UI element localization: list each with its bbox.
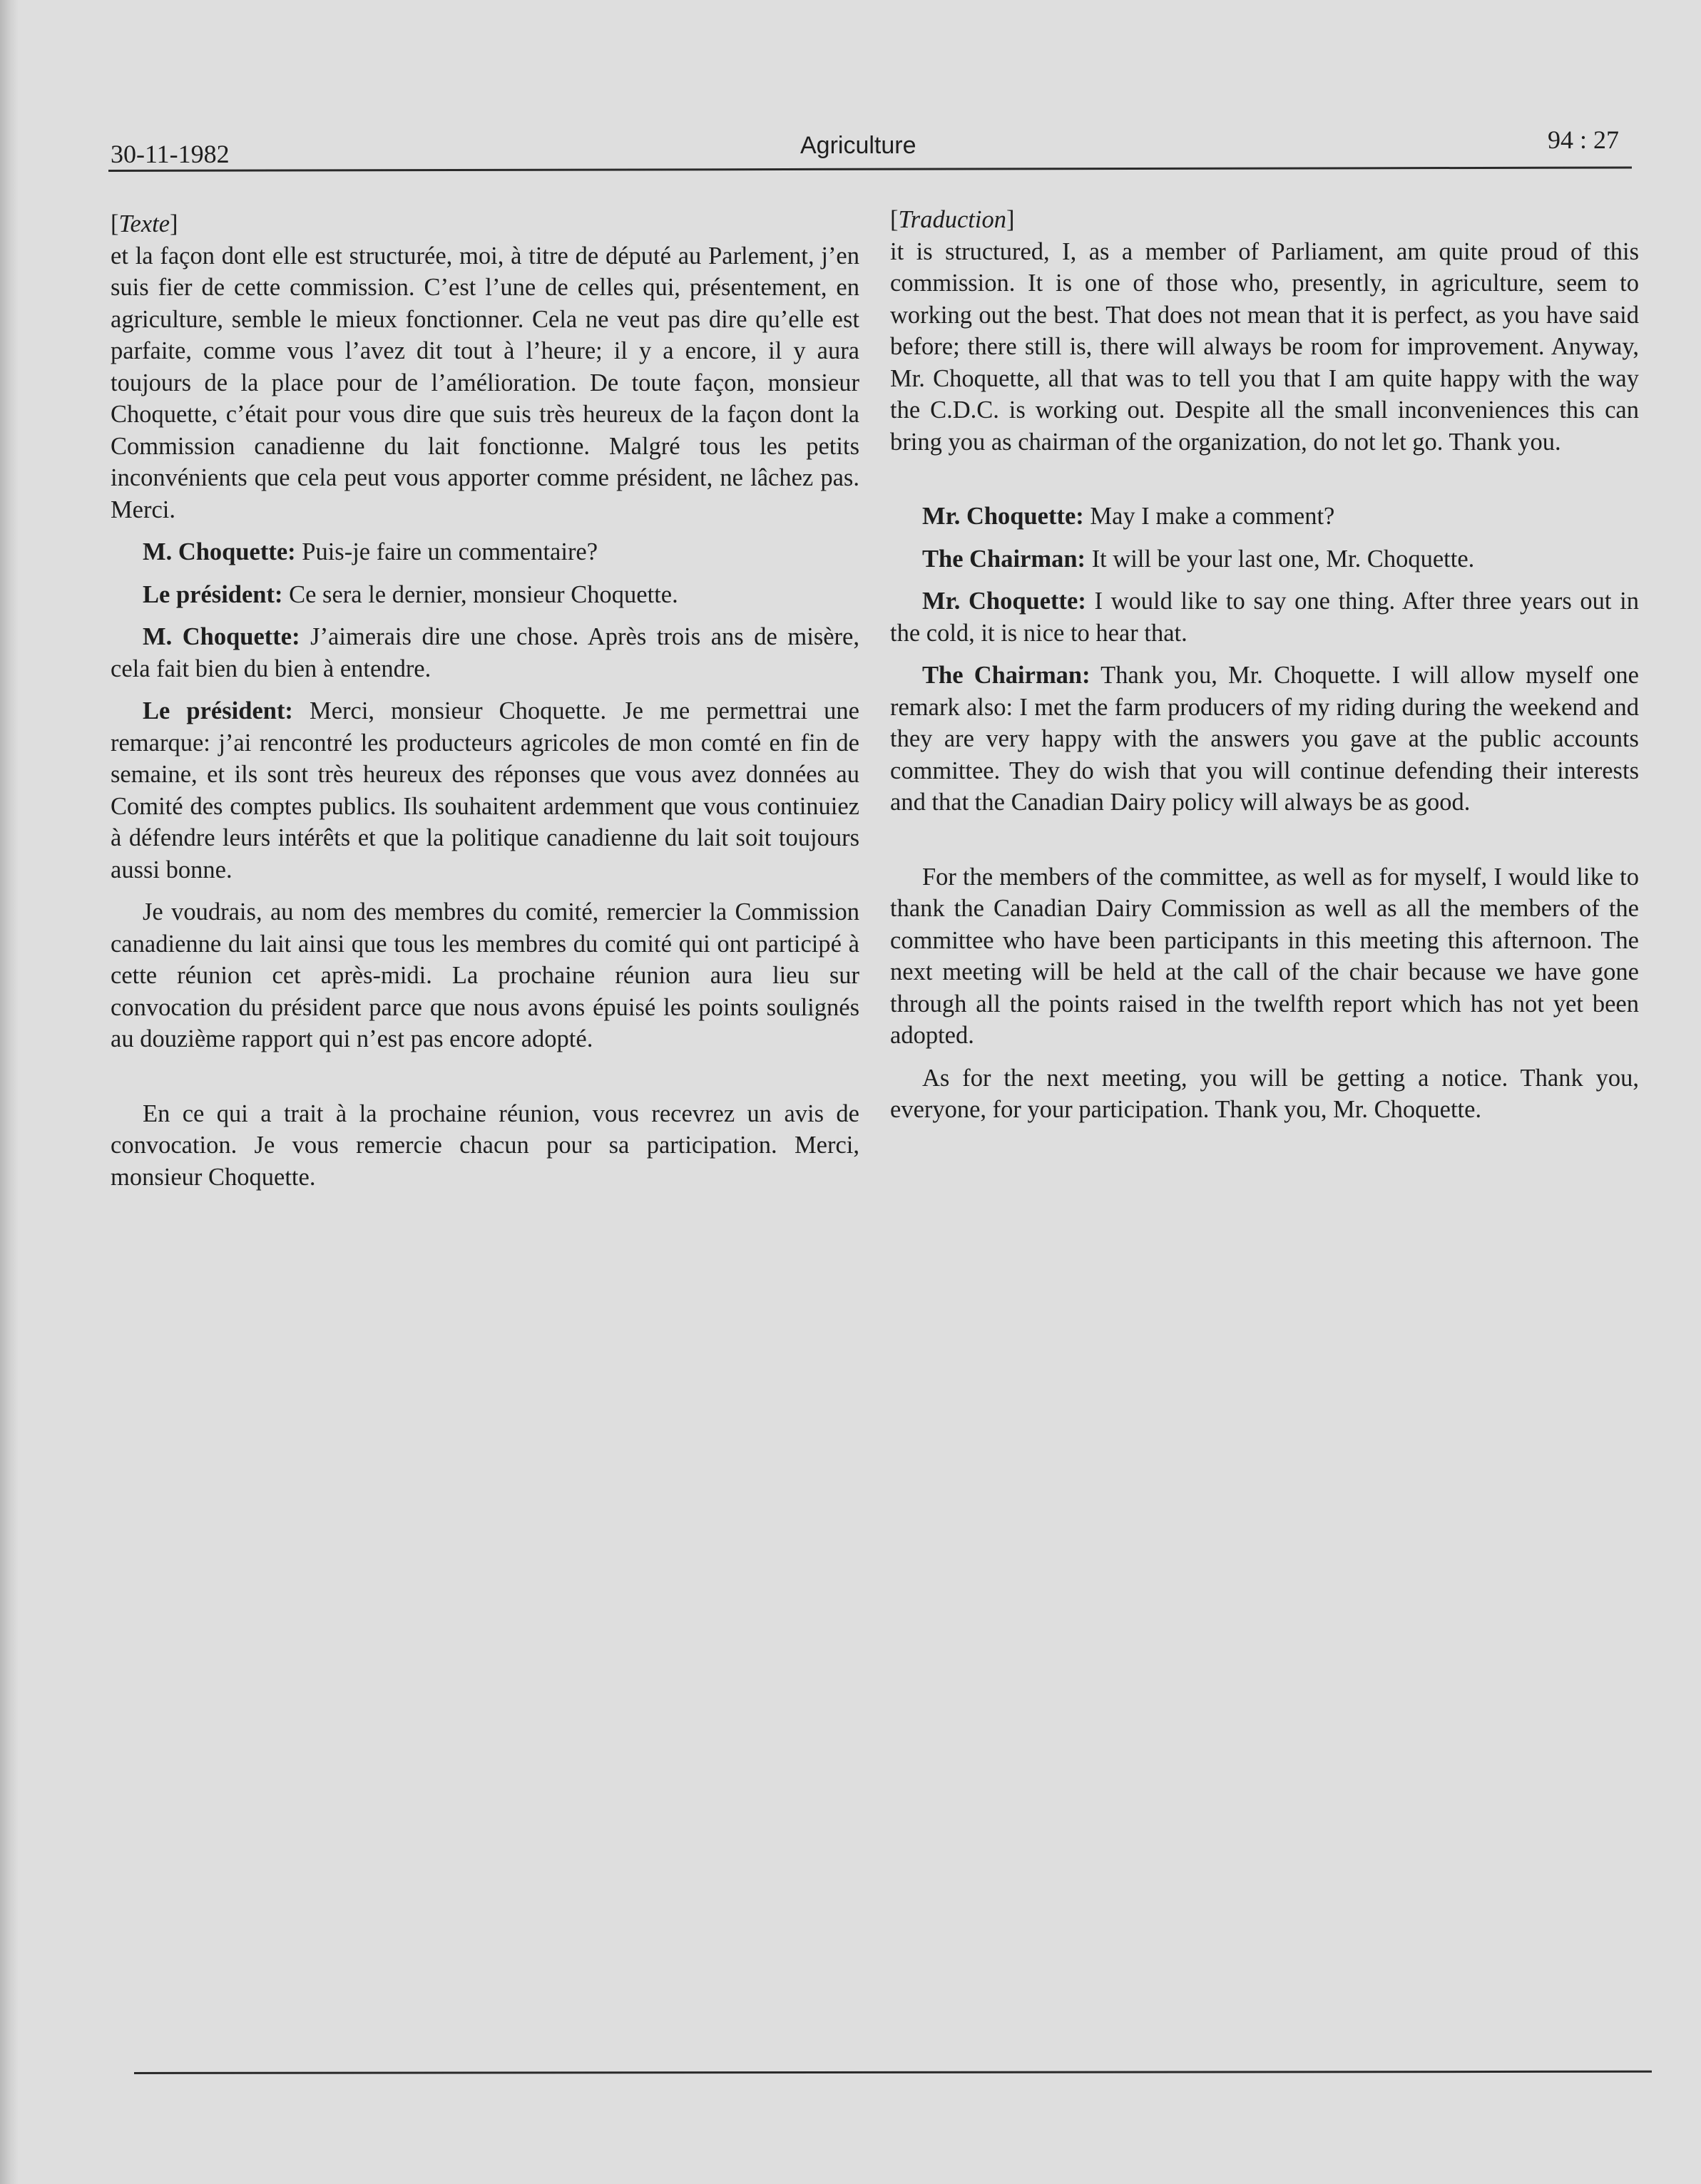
left-closing-paragraph: En ce qui a trait à la prochaine réunion, vous recevrez un avis de convocation. Je vous remercie chacun pour sa participation. Merci, monsieur Choquette. [111,1099,859,1191]
left-language-marker: [Texte] [111,210,178,237]
right-exchange [890,543,1639,575]
speech-text: Thank you, Mr. Choquette. I will allow myself one remark also: I met the farm producers of my riding during the weekend and they are very happy with the answers you gave at the public accounts committee. They do wish that you will continue defending their interests and that the Canadian Dairy policy will always be as good. [890,662,1639,816]
left-exchange [111,579,859,611]
speaker-name: M. Choquette: [143,623,300,650]
speech-text: Ce sera le dernier, monsieur Choquette. [282,580,678,608]
speech-text: J’aimerais dire une chose. Après trois ans de misère, cela fait bien du bien à entendre. [111,623,859,682]
speaker-name: The Chairman: [922,545,1086,573]
speech-text: Merci, monsieur Choquette. Je me permettrai une remarque: j’ai rencontré les producteurs agricoles de mon comté en fin de semaine, et ils sont très heureux des réponses que vous avez données au Comité des comptes publics. Ils souhaitent ardemment que vous continuiez à défendre leurs intérêts et que la politique canadienne du lait soit toujours aussi bonne. [111,697,859,883]
page-spine-shadow [0,0,19,2184]
speaker-name: The Chairman: [922,662,1090,689]
speaker-name: Mr. Choquette: [922,503,1084,530]
right-exchange [890,585,1639,649]
header-title: Agriculture [800,132,916,159]
left-exchange [111,695,859,886]
right-language-marker: [Traduction] [890,206,1015,233]
left-opening-paragraph: et la façon dont elle est structurée, moi, à titre de député au Parlement, j’en suis fier de cette commission. C’est l’une de celles qui, présentement, en agriculture, semble le mieux fonctionner. Cela ne veut pas dire qu’elle est parfaite, comme vous l’avez dit tout à l’heure; il y a encore, il y aura toujours de la place pour de l’amélioration. De toute façon, monsieur Choquette, c’était pour vous dire que suis très heureux de la façon dont la Commission canadienne du lait fonctionne. Malgré tous les petits inconvénients que cela peut vous apporter comme président, ne lâchez pas. Merci. [111,242,859,523]
header-date: 30-11-1982 [111,140,230,168]
speech-text: It will be your last one, Mr. Choquette. [1086,545,1475,573]
left-column-french [111,208,859,1193]
right-marker-text: Traduction [898,206,1006,233]
left-marker-text: Texte [118,210,170,237]
speaker-name: Mr. Choquette: [922,588,1086,615]
right-column-english [890,204,1639,1126]
header-rule [108,167,1632,172]
speaker-name: Le président: [143,697,293,724]
footer-rule [134,2071,1652,2074]
left-exchange [111,536,859,568]
header-page-number: 94 : 27 [1548,125,1620,154]
speaker-name: Le président: [143,580,283,608]
right-opening-paragraph: it is structured, I, as a member of Parliament, am quite proud of this commission. It is one of those who, presently, in agriculture, seem to working out the best. That does not mean that it is perfect, as you have said before; there still is, there will always be room for improvement. Anyway, Mr. Choquette, all that was to tell you that I am quite happy with the way the C.D.C. is working out. Despite all the small inconveniences this can bring you as chairman of the organization, do not let go. Thank you. [890,237,1639,456]
right-closing-paragraph: For the members of the committee, as well as for myself, I would like to thank the Canadian Dairy Commission as well as all the members of the committee who have been participants in this meeting this afternoon. The next meeting will be held at the call of the chair because we have gone through all the points raised in the twelfth report which has not yet been adopted. [890,863,1639,1049]
speech-text: May I make a comment? [1083,503,1335,530]
speaker-name: M. Choquette: [143,538,296,565]
left-closing-paragraph: Je voudrais, au nom des membres du comité, remercier la Commission canadienne du lait ainsi que tous les membres du comité qui ont participé à cette réunion cet après-midi. La prochaine réunion aura lieu sur convocation du président parce que nous avons épuisé les points soulignés au douzième rapport qui n’est pas encore adopté. [111,898,859,1052]
left-exchange [111,621,859,685]
speech-text: I would like to say one thing. After three years out in the cold, it is nice to hear that. [890,588,1640,647]
speech-text: Puis-je faire un commentaire? [295,538,598,565]
right-closing-paragraph: As for the next meeting, you will be getting a notice. Thank you, everyone, for your participation. Thank you, Mr. Choquette. [890,1064,1639,1123]
right-exchange [890,501,1639,533]
right-exchange [890,660,1639,819]
